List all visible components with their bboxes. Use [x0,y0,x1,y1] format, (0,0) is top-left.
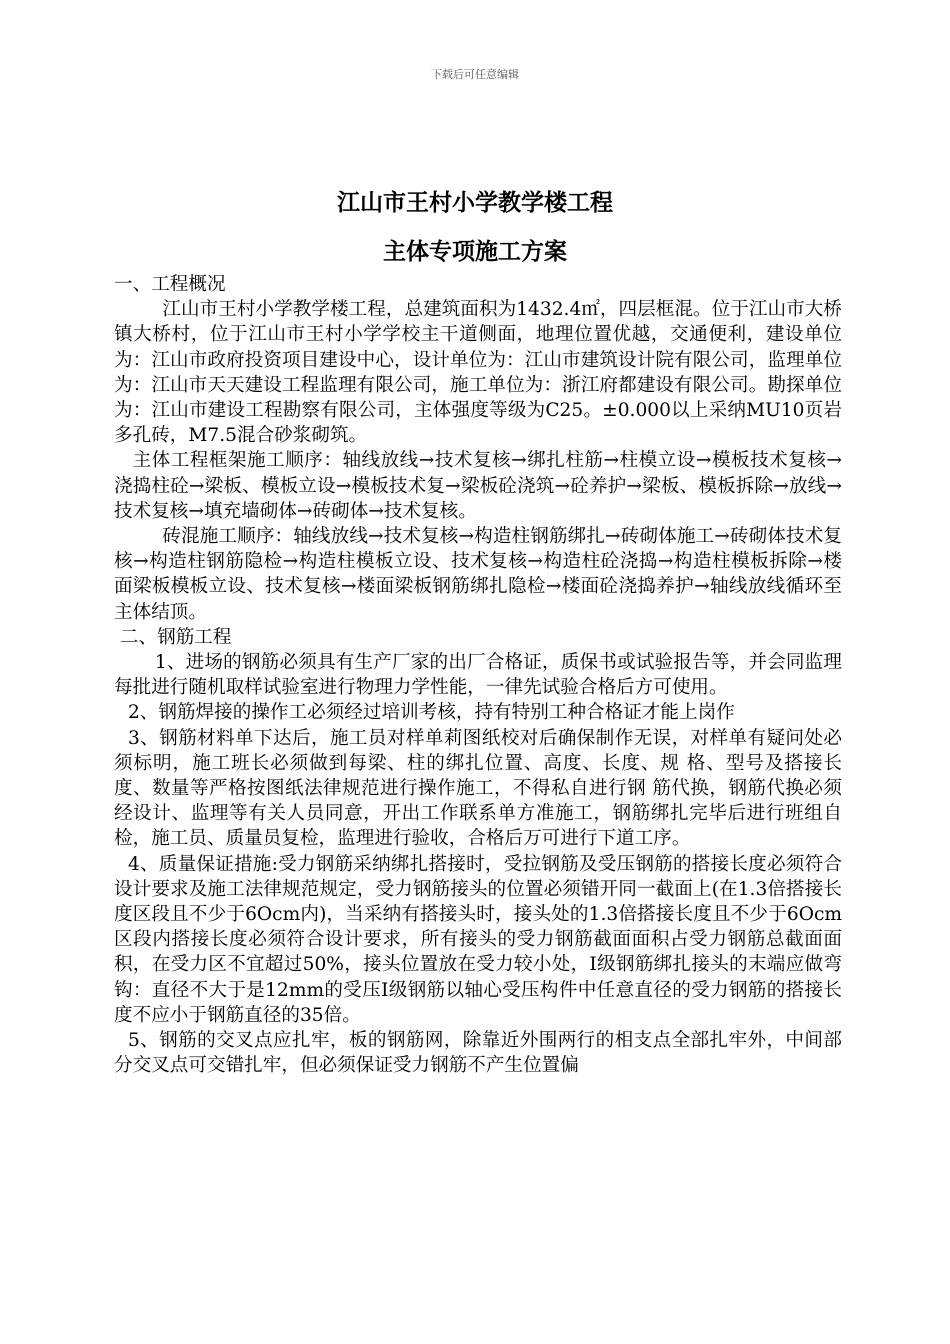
section-heading-overview: 一、工程概况 [114,274,226,295]
document-subtitle: 主体专项施工方案 [383,239,567,265]
paragraph-rebar-4: 4、质量保证措施:受力钢筋采纳绑扎搭接时，受拉钢筋及受压钢筋的搭接长度必须符合设计要求及施工法律规范规定，受力钢筋接头的位置必须错开同一截面上(在1.3倍搭接长度区段且不少于6Ocm内)，当采纳有搭接头时，接头处的1.3倍搭接长度且不少于6Ocm区段内搭接长度必须符合设计要求，所有接头的受力钢筋截面面积占受力钢筋总截面面积，在受力区不宜超过50%，接头位置放在受力较小处，Ⅰ级钢筋绑扎接头的末端应做弯钩：直径不大于是12mm的受压Ⅰ级钢筋以轴心受压构件中任意直径的受力钢筋的搭接长度不应小于钢筋直径的35倍。 [114,853,842,1026]
paragraph-rebar-3: 3、钢筋材料单下达后，施工员对样单莉图纸校对后确保制作无误，对样单有疑问处必须标明，施工班长必须做到每梁、柱的绑扎位置、高度、长度、规 格、型号及搭接长度、数量等严格按图纸法律规范进行操作施工，不得私自进行钢 筋代换，钢筋代换必须经设计、监理等有关人员同意，开出工作联系单方准施工，钢筋绑扎完毕后进行班组自检，施工员、质量员复检，监理进行验收，合格后万可进行下道工序。 [114,727,842,850]
document-body [114,272,842,1079]
paragraph-rebar-5: 5、钢筋的交叉点应扎牢，板的钢筋网，除靠近外围两行的相支点全部扎牢外，中间部分交叉点可交错扎牢，但必须保证受力钢筋不产生位置偏 [114,1030,842,1077]
paragraph-overview: 江山市王村小学教学楼工程，总建筑面积为1432.4㎡，四层框混。位于江山市大桥镇大桥村，位于江山市王村小学学校主干道侧面，地理位置优越，交通便利，建设单位为：江山市政府投资项目建设中心，设计单位为：江山市建筑设计院有限公司，监理单位为：江山市天天建设工程监理有限公司，施工单位为：浙江府都建设有限公司。勘探单位为：江山市建设工程勘察有限公司，主体强度等级为C25。±0.000以上采纳MU10页岩多孔砖，M7.5混合砂浆砌筑。 [114,299,842,447]
paragraph-frame-sequence: 主体工程框架施工顺序：轴线放线→技术复核→绑扎柱筋→柱模立设→模板技术复核→浇捣柱砼→梁板、模板立设→模板技术复→梁板砼浇筑→砼养护→梁板、模板拆除→放线→技术复核→填充墙砌体→砖砌体→技术复核。 [114,450,842,522]
paragraph-rebar-2: 2、钢筋焊接的操作工必须经过培训考核，持有特别工种合格证才能上岗作 [127,702,735,724]
paragraph-rebar-1: 1、进场的钢筋必须具有生产厂家的出厂合格证，质保书或试验报告等，并会同监理每批进行随机取样试验室进行物理力学性能，一律先试验合格后方可使用。 [114,652,842,699]
header-note: 下载后可任意编辑 [431,68,519,81]
section-heading-rebar: 二、钢筋工程 [114,626,232,648]
paragraph-masonry-sequence: 砖混施工顺序：轴线放线→技术复核→构造柱钢筋绑扎→砖砌体施工→砖砌体技术复核→构造柱钢筋隐检→构造柱模板立设、技术复核→构造柱砼浇捣→构造柱模板拆除→楼面梁板模板立设、技术复核→楼面梁板钢筋绑扎隐检→楼面砼浇捣养护→轴线放线循环至主体结顶。 [114,526,842,623]
document-title: 江山市王村小学教学楼工程 [337,190,613,216]
